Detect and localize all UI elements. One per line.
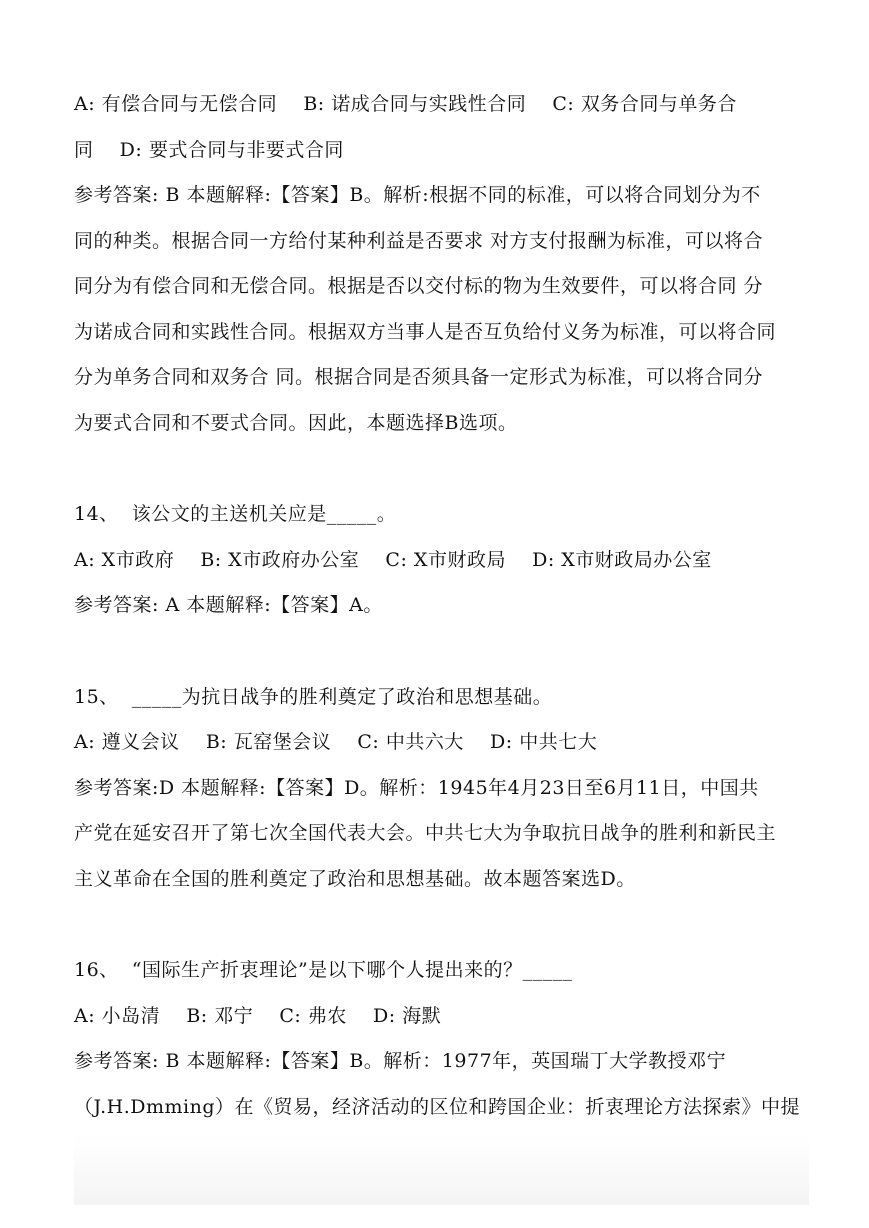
- question-16-block: [74, 948, 809, 1130]
- question-15-block: [74, 675, 809, 903]
- question-16-answer-line-2: （J.H.Dmming）在《贸易，经济活动的区位和跨国企业：折衷理论方法探索》中提: [74, 1095, 801, 1118]
- question-16-stem: 16、 “国际生产折衷理论”是以下哪个人提出来的？_____: [74, 959, 573, 981]
- question-13-block: [74, 82, 809, 446]
- question-16-answer-line-1: 参考答案: B 本题解释:【答案】B。解析：1977年，英国瑞丁大学教授邓宁: [74, 1050, 727, 1072]
- question-14-answer: 参考答案: A 本题解释:【答案】A。: [74, 594, 383, 616]
- document-page: [74, 82, 809, 1130]
- question-16-options: A: 小岛清 B: 邓宁 C: 弗农 D: 海默: [74, 1004, 442, 1027]
- question-15-answer-line-2: 产党在延安召开了第七次全国代表大会。中共七大为争取抗日战争的胜利和新民主: [74, 822, 777, 844]
- paragraph-gap: [74, 902, 809, 948]
- paragraph-gap: [74, 446, 809, 492]
- question-13-answer-line-5: 分为单务合同和双务合 同。根据合同是否须具备一定形式为标准，可以将合同分: [74, 366, 764, 388]
- question-14-block: [74, 492, 809, 629]
- question-13-answer-line-3: 同分为有偿合同和无偿合同。根据是否以交付标的物为生效要件，可以将合同 分: [74, 275, 764, 297]
- question-13-answer-line-4: 为诺成合同和实践性合同。根据双方当事人是否互负给付义务为标准，可以将合同: [74, 320, 777, 343]
- question-13-answer-line-2: 同的种类。根据合同一方给付某种利益是否要求 对方支付报酬为标准，可以将合: [74, 229, 764, 252]
- question-13-answer-line-6: 为要式合同和不要式合同。因此，本题选择B选项。: [74, 411, 518, 434]
- question-15-answer-line-1: 参考答案:D 本题解释:【答案】D。解析：1945年4月23日至6月11日，中国共: [74, 776, 759, 799]
- question-13-options-line-1: A: 有偿合同与无偿合同 B: 诺成合同与实践性合同 C: 双务合同与单务合: [74, 93, 737, 115]
- question-15-stem: 15、 _____为抗日战争的胜利奠定了政治和思想基础。: [74, 685, 553, 708]
- question-13-options-line-2: 同 D: 要式合同与非要式合同: [74, 138, 344, 161]
- question-15-answer-line-3: 主义革命在全国的胜利奠定了政治和思想基础。故本题答案选D。: [74, 867, 636, 890]
- question-14-options: A: X市政府 B: X市政府办公室 C: X市财政局 D: X市财政局办公室: [74, 548, 712, 571]
- question-15-options: A: 遵义会议 B: 瓦窑堡会议 C: 中共六大 D: 中共七大: [74, 731, 598, 753]
- page-bottom-shade: [74, 1135, 809, 1205]
- paragraph-gap: [74, 629, 809, 675]
- question-13-answer-line-1: 参考答案: B 本题解释:【答案】B。解析:根据不同的标准，可以将合同划分为不: [74, 184, 761, 206]
- question-14-stem: 14、 该公文的主送机关应是_____。: [74, 503, 397, 525]
